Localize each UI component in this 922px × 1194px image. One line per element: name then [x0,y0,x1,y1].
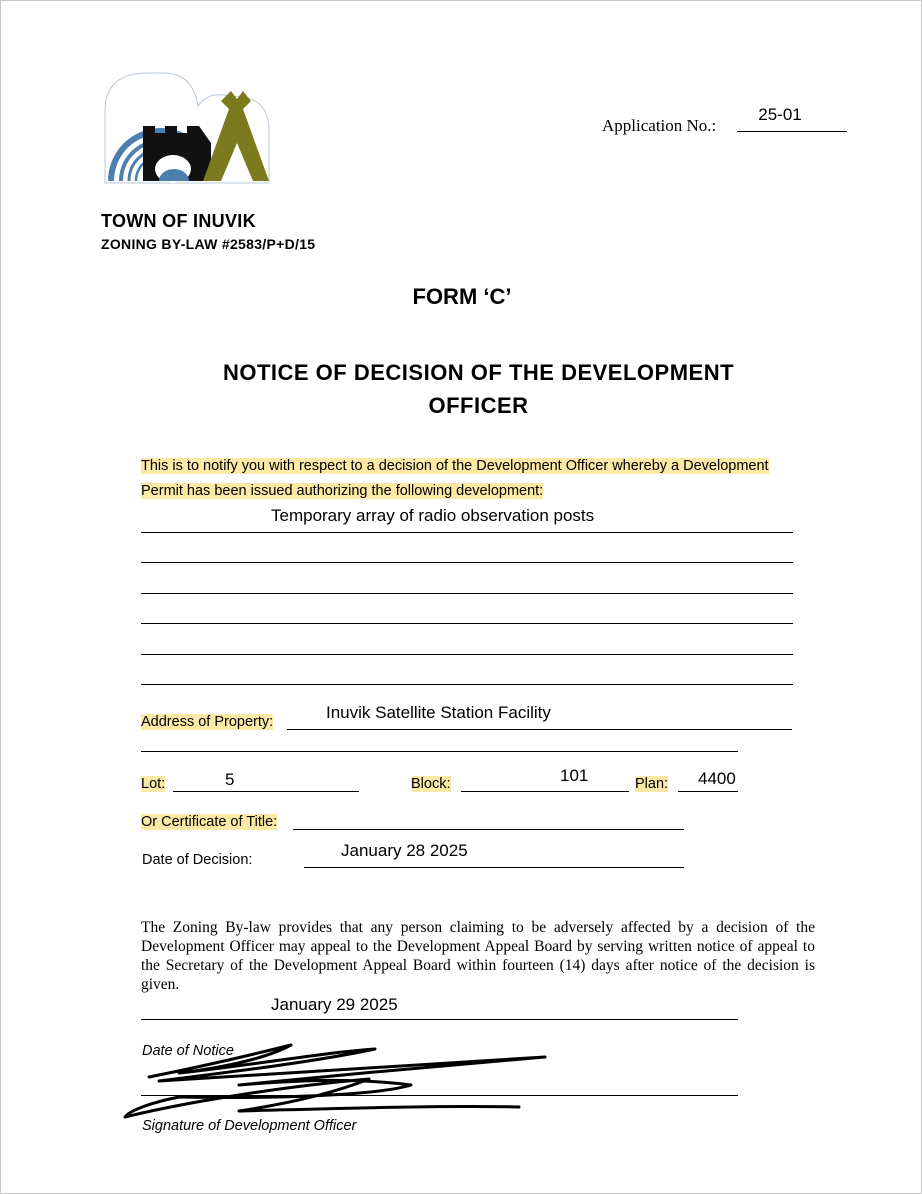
description-line-6 [141,684,793,685]
town-name: TOWN OF INUVIK [101,211,256,231]
lot-value[interactable]: 5 [225,770,235,789]
intro-line1: This is to notify you with respect to a decision of the Development Officer whereby a Development [141,458,769,474]
block-label: Block: [411,776,451,792]
appeal-paragraph: The Zoning By-law provides that any person claiming to be adversely affected by a decision of the Development Officer may appeal to the Development Appeal Board by serving written notice of appeal to the Secretary of the Development Appeal Board within fourteen (14) days after notice of the decision is given. [141,919,815,993]
address-label: Address of Property: [141,714,274,730]
handwritten-signature [119,1037,559,1127]
notice-date-value[interactable]: January 29 2025 [271,995,398,1014]
intro-line2: Permit has been issued authorizing the following development: [141,482,544,499]
development-description[interactable]: Temporary array of radio observation posts [271,506,595,525]
address-value[interactable]: Inuvik Satellite Station Facility [326,703,551,722]
block-line [461,791,629,792]
intro-text [141,454,821,503]
address-line-2 [141,751,738,752]
plan-label: Plan: [635,776,669,792]
bylaw-reference: ZONING BY-LAW #2583/P+D/15 [101,236,316,252]
description-line-4 [141,623,793,624]
decision-date-label: Date of Decision: [142,852,253,868]
decision-date-line [304,867,684,868]
application-number-label: Application No.: [602,116,717,135]
plan-line [678,791,738,792]
description-line-3 [141,593,793,594]
signature-label: Signature of Development Officer [142,1118,357,1134]
notice-title-line1: NOTICE OF DECISION OF THE DEVELOPMENT [222,360,735,385]
certificate-label: Or Certificate of Title: [141,814,278,830]
lot-line [173,791,359,792]
plan-value[interactable]: 4400 [698,769,736,788]
town-logo-icon [103,71,271,185]
notice-title-line2: OFFICER [428,393,529,418]
address-line-1 [287,729,792,730]
block-value[interactable]: 101 [560,766,589,785]
certificate-line [293,829,684,830]
description-line-2 [141,562,793,563]
notice-date-label: Date of Notice [142,1043,234,1059]
notice-title [186,356,771,422]
description-line-1 [141,532,793,533]
decision-date-value[interactable]: January 28 2025 [341,841,468,860]
lot-label: Lot: [141,776,166,792]
notice-date-line [141,1019,738,1020]
application-number-line [737,131,847,132]
description-line-5 [141,654,793,655]
application-number-value[interactable]: 25-01 [758,105,802,124]
form-title: FORM ‘C’ [412,284,512,309]
